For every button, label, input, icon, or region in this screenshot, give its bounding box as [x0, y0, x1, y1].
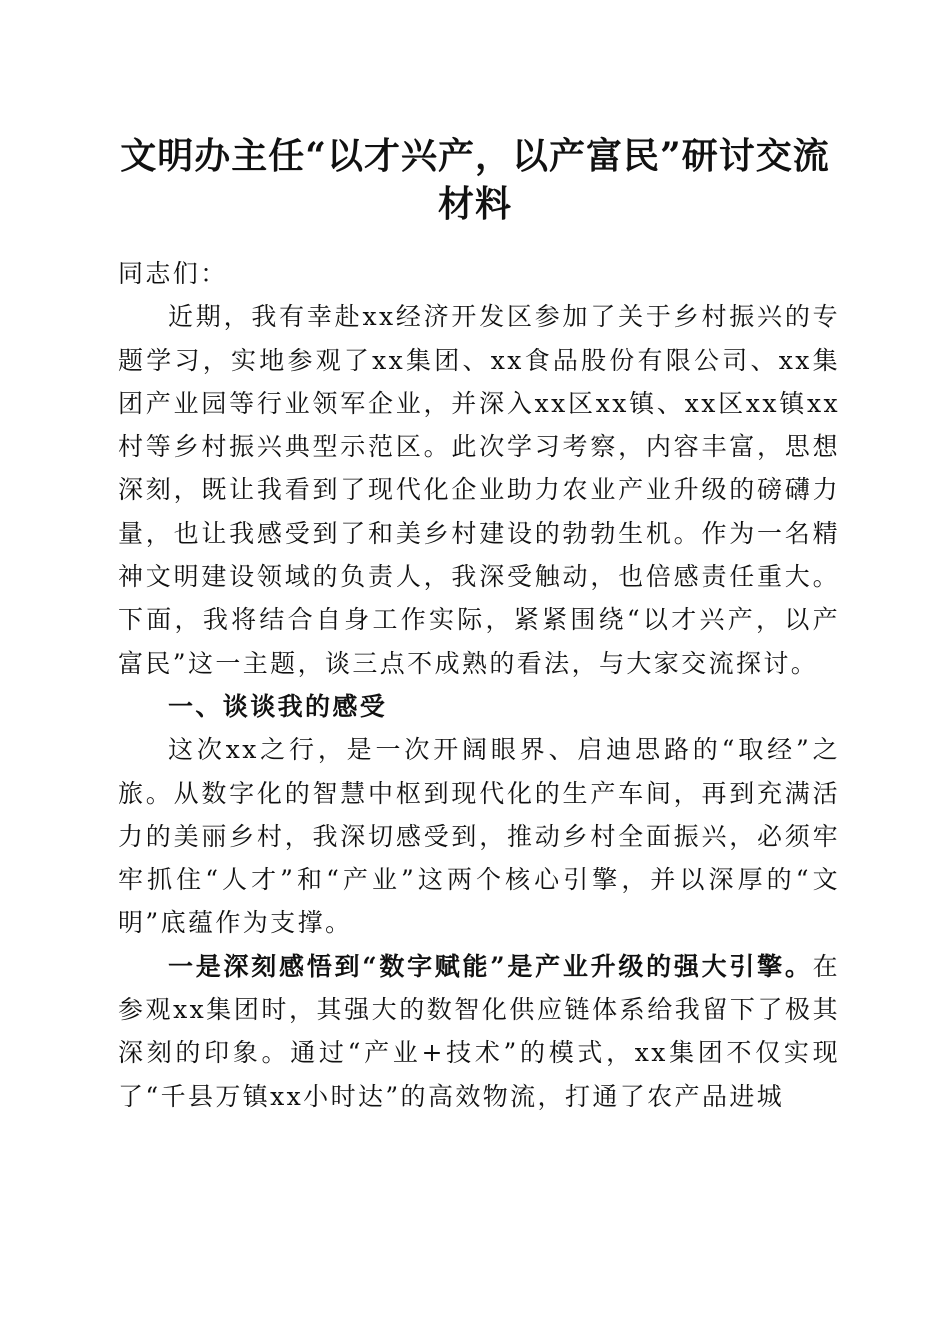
point-lead-sentence: 一是深刻感悟到“数字赋能”是产业升级的强大引擎。: [168, 951, 813, 981]
section-intro-paragraph: 这次xx之行，是一次开阔眼界、启迪思路的“取经”之旅。从数字化的智慧中枢到现代化的生产车间，再到充满活力的美丽乡村，我深切感受到，推动乡村全面振兴，必须牢牢抓住“人才”和“产业”这两个核心引擎，并以深厚的“文明”底蕴作为支撑。: [118, 735, 840, 938]
document-body: [118, 252, 840, 1118]
section-heading: 一、谈谈我的感受: [168, 691, 388, 721]
intro-paragraph: 近期，我有幸赴xx经济开发区参加了关于乡村振兴的专题学习，实地参观了xx集团、xx食品股份有限公司、xx集团产业园等行业领军企业，并深入xx区xx镇、xx区xx镇xx村等乡村振兴典型示范区。此次学习考察，内容丰富，思想深刻，既让我看到了现代化企业助力农业产业升级的磅礴力量，也让我感受到了和美乡村建设的勃勃生机。作为一名精神文明建设领域的负责人，我深受触动，也倍感责任重大。下面，我将结合自身工作实际，紧紧围绕“以才兴产，以产富民”这一主题，谈三点不成熟的看法，与大家交流探讨。: [118, 302, 840, 678]
document-title: 文明办主任“以才兴产，以产富民”研讨交流材料: [120, 135, 830, 225]
point-paragraph: [118, 945, 840, 1118]
point-body-text: 在参观xx集团时，其强大的数智化供应链体系给我留下了极其深刻的印象。通过“产业+技术”的模式，xx集团不仅实现了“千县万镇xx小时达”的高效物流，打通了农产品进城: [118, 951, 840, 1111]
salutation: 同志们：: [118, 259, 228, 288]
